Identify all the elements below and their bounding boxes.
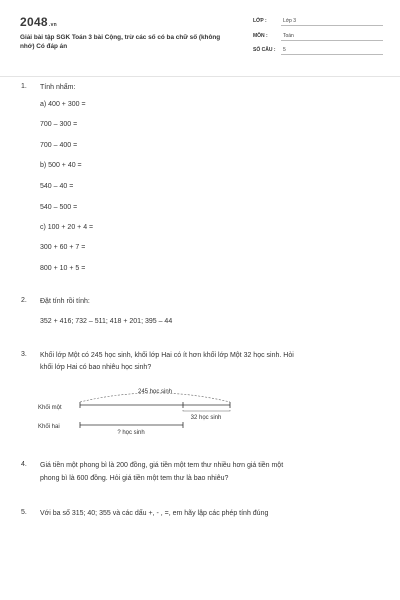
question-number: 1. [21, 83, 27, 90]
site-logo[interactable] [20, 15, 57, 29]
logo-suffix: .vn [48, 22, 58, 28]
meta-value: Lớp 3 [283, 18, 297, 24]
meta-value: Toán [283, 33, 294, 39]
question-text: Với ba số 315; 40; 355 và các dấu +, - , =, em hãy lập các phép tính đúng [40, 510, 269, 517]
unknown-label: ? học sinh [117, 430, 145, 436]
question-number: 3. [21, 351, 27, 358]
document-title: Giải bài tập SGK Toán 3 bài Cộng, trừ các số có ba chữ số (không nhớ) Có đáp án [20, 34, 221, 50]
meta-label: MÔN : [253, 33, 268, 39]
question-text-line: phong bì là 600 đồng. Hỏi giá tiền một tem thư là bao nhiêu? [40, 475, 229, 482]
question-text: Đặt tính rồi tính: [40, 298, 90, 305]
exercise-item: 700 – 300 = [40, 121, 78, 128]
exercise-item: 352 + 416; 732 – 511; 418 + 201; 395 – 44 [40, 318, 173, 325]
exercise-item: 700 – 400 = [40, 142, 78, 149]
meta-underline [281, 25, 383, 26]
total-label: 245 học sinh [137, 389, 173, 395]
row2-label: Khối hai [38, 424, 60, 430]
question-text-line: Giá tiền một phong bì là 200 đồng, giá tiền một tem thư nhiều hơn giá tiền một [40, 462, 284, 469]
exercise-item: a) 400 + 300 = [40, 101, 86, 108]
question-text-line: Khối lớp Một có 245 học sinh, khối lớp Hai có ít hơn khối lớp Một 32 học sinh. Hỏi [40, 352, 294, 359]
exercise-item: 300 + 60 + 7 = [40, 244, 86, 251]
exercise-item: c) 100 + 20 + 4 = [40, 224, 94, 231]
row1-label: Khối một [38, 405, 62, 411]
exercise-item: 800 + 10 + 5 = [40, 265, 86, 272]
exercise-item: 540 – 500 = [40, 204, 78, 211]
meta-value: 5 [283, 47, 286, 53]
question-number: 2. [21, 297, 27, 304]
segment-diagram [0, 380, 400, 440]
meta-underline [281, 40, 383, 41]
header-divider [0, 76, 400, 77]
logo-main: 2048 [20, 15, 48, 29]
question-number: 5. [21, 509, 27, 516]
diff-label: 32 học sinh [190, 415, 222, 421]
exercise-item: 540 – 40 = [40, 183, 74, 190]
question-text: Tính nhẩm: [40, 84, 76, 91]
meta-label: SỐ CÂU : [253, 47, 276, 53]
exercise-item: b) 500 + 40 = [40, 162, 82, 169]
question-text-line: khối lớp Hai có bao nhiêu học sinh? [40, 364, 152, 371]
question-number: 4. [21, 461, 27, 468]
diff-brace [183, 410, 230, 411]
meta-label: LỚP : [253, 18, 267, 24]
meta-underline [281, 54, 383, 55]
